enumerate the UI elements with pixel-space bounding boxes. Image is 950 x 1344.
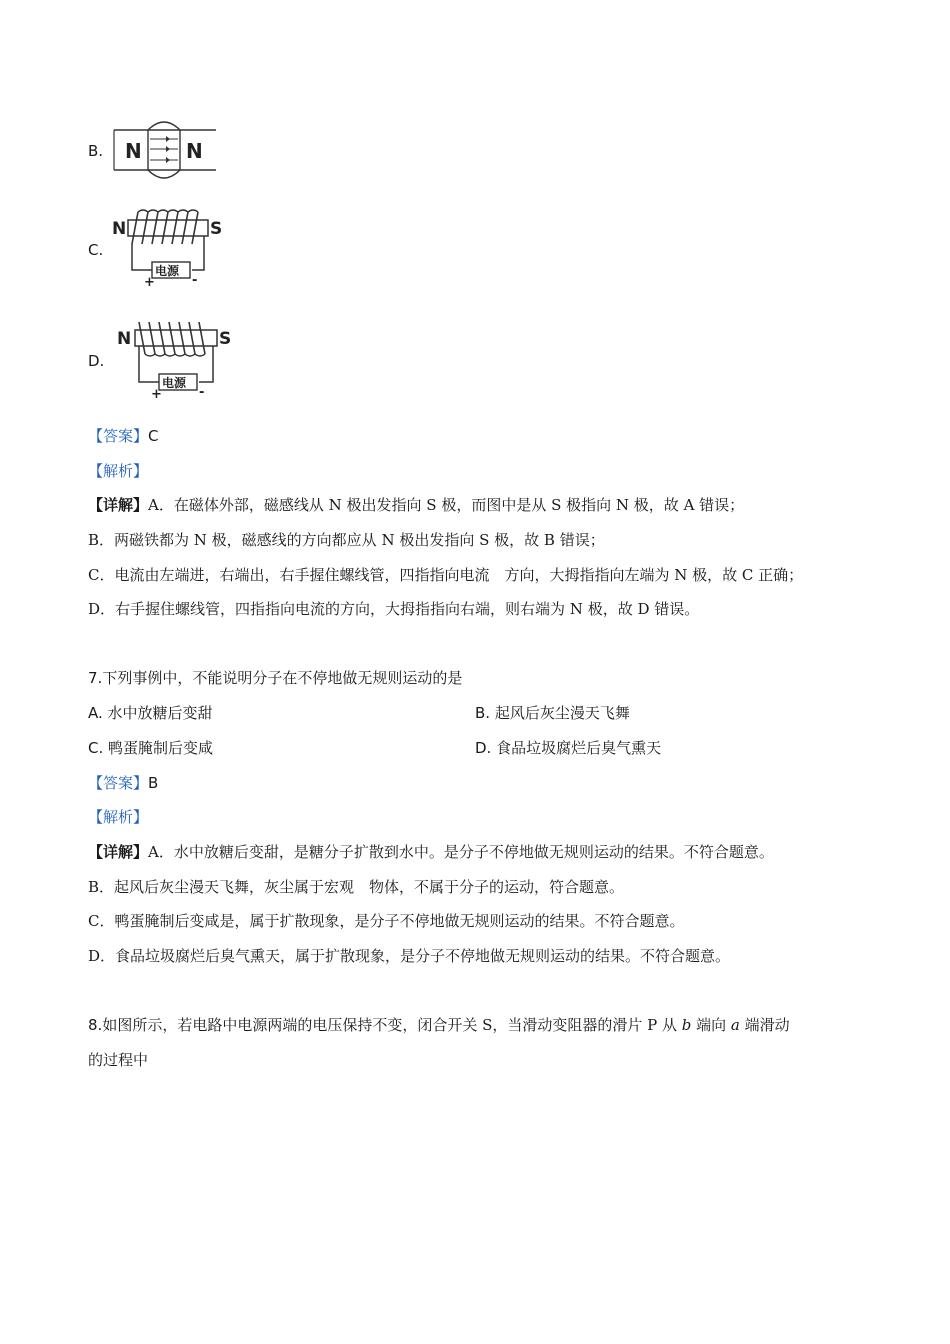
negative-terminal: - — [192, 273, 198, 288]
q8-stem — [88, 1014, 790, 1035]
positive-terminal: + — [151, 387, 162, 400]
power-source-label: 电源 — [162, 376, 187, 390]
q8-stem-line2: 的过程中 — [88, 1051, 149, 1069]
solenoid-left-pole: N — [117, 329, 132, 349]
q7-answer — [88, 772, 158, 793]
detail-text: A．在磁体外部，磁感线从 N 极出发指向 S 极，而图中是从 S 极指向 N 极，故 A 错误； — [148, 496, 745, 514]
answer-value: B — [148, 774, 159, 792]
option-c-label: C. — [88, 241, 104, 259]
question-text: 端滑动 — [739, 1016, 790, 1034]
question-text: 端向 — [691, 1016, 731, 1034]
option-d-figure — [115, 316, 235, 400]
question-number: 8. — [88, 1016, 103, 1034]
power-source-label: 电源 — [155, 264, 180, 278]
q7-detail-c: C．鸭蛋腌制后变咸是，属于扩散现象，是分子不停地做无规则运动的结果。不符合题意。 — [88, 912, 685, 930]
magnet-right-pole: N — [186, 139, 203, 163]
q7-choice-b: B. 起风后灰尘漫天飞舞 — [475, 704, 630, 722]
analysis-tag: 【解析】 — [88, 808, 149, 826]
question-text: 下列事例中，不能说明分子在不停地做无规则运动的是 — [102, 669, 463, 687]
q7-choice-c: C. 鸭蛋腌制后变咸 — [88, 739, 214, 757]
question-text: 如图所示，若电路中电源两端的电压保持不变，闭合开关 S，当滑动变阻器的滑片 P 从 — [102, 1016, 682, 1034]
solenoid-right-pole: S — [210, 219, 223, 239]
analysis-tag: 【解析】 — [88, 462, 149, 480]
solenoid-right-pole: S — [219, 329, 232, 349]
q7-detail-b: B．起风后灰尘漫天飞舞，灰尘属于宏观 物体，不属于分子的运动，符合题意。 — [88, 878, 625, 896]
detail-text: A．水中放糖后变甜，是糖分子扩散到水中。是分子不停地做无规则运动的结果。不符合题意。 — [148, 843, 774, 861]
answer-tag: 【答案】 — [88, 774, 149, 792]
solenoid-left-pole: N — [112, 219, 127, 239]
detail-tag: 【详解】 — [88, 496, 149, 514]
detail-tag: 【详解】 — [88, 843, 149, 861]
option-c-figure — [110, 206, 226, 288]
magnet-left-pole: N — [125, 139, 142, 163]
q7-stem — [88, 667, 462, 688]
q6-detail-c: C．电流由左端进，右端出，右手握住螺线管，四指指向电流 方向，大拇指指向左端为 N 极，故 C 正确； — [88, 566, 804, 584]
q6-detail-b: B．两磁铁都为 N 极，磁感线的方向都应从 N 极出发指向 S 极，故 B 错误； — [88, 531, 605, 549]
variable-a: a — [730, 1016, 740, 1034]
variable-b: b — [681, 1016, 692, 1034]
q7-detail-a — [88, 841, 774, 862]
q6-detail-a — [88, 494, 744, 515]
q6-answer — [88, 425, 159, 446]
q7-detail-d: D．食品垃圾腐烂后臭气熏天，属于扩散现象，是分子不停地做无规则运动的结果。不符合题意。 — [88, 947, 731, 965]
option-b-figure — [112, 120, 218, 184]
q7-choice-d: D. 食品垃圾腐烂后臭气熏天 — [475, 739, 662, 757]
question-number: 7. — [88, 669, 103, 687]
q6-analysis-heading — [88, 460, 148, 481]
q6-detail-d: D．右手握住螺线管，四指指向电流的方向，大拇指指向右端，则右端为 N 极，故 D 错误。 — [88, 600, 700, 618]
negative-terminal: - — [199, 385, 205, 400]
answer-value: C — [148, 427, 159, 445]
option-d-label: D. — [88, 352, 105, 370]
q7-analysis-heading — [88, 806, 148, 827]
answer-tag: 【答案】 — [88, 427, 149, 445]
option-b-label: B. — [88, 142, 104, 160]
positive-terminal: + — [144, 275, 155, 288]
q7-choice-a: A. 水中放糖后变甜 — [88, 704, 213, 722]
